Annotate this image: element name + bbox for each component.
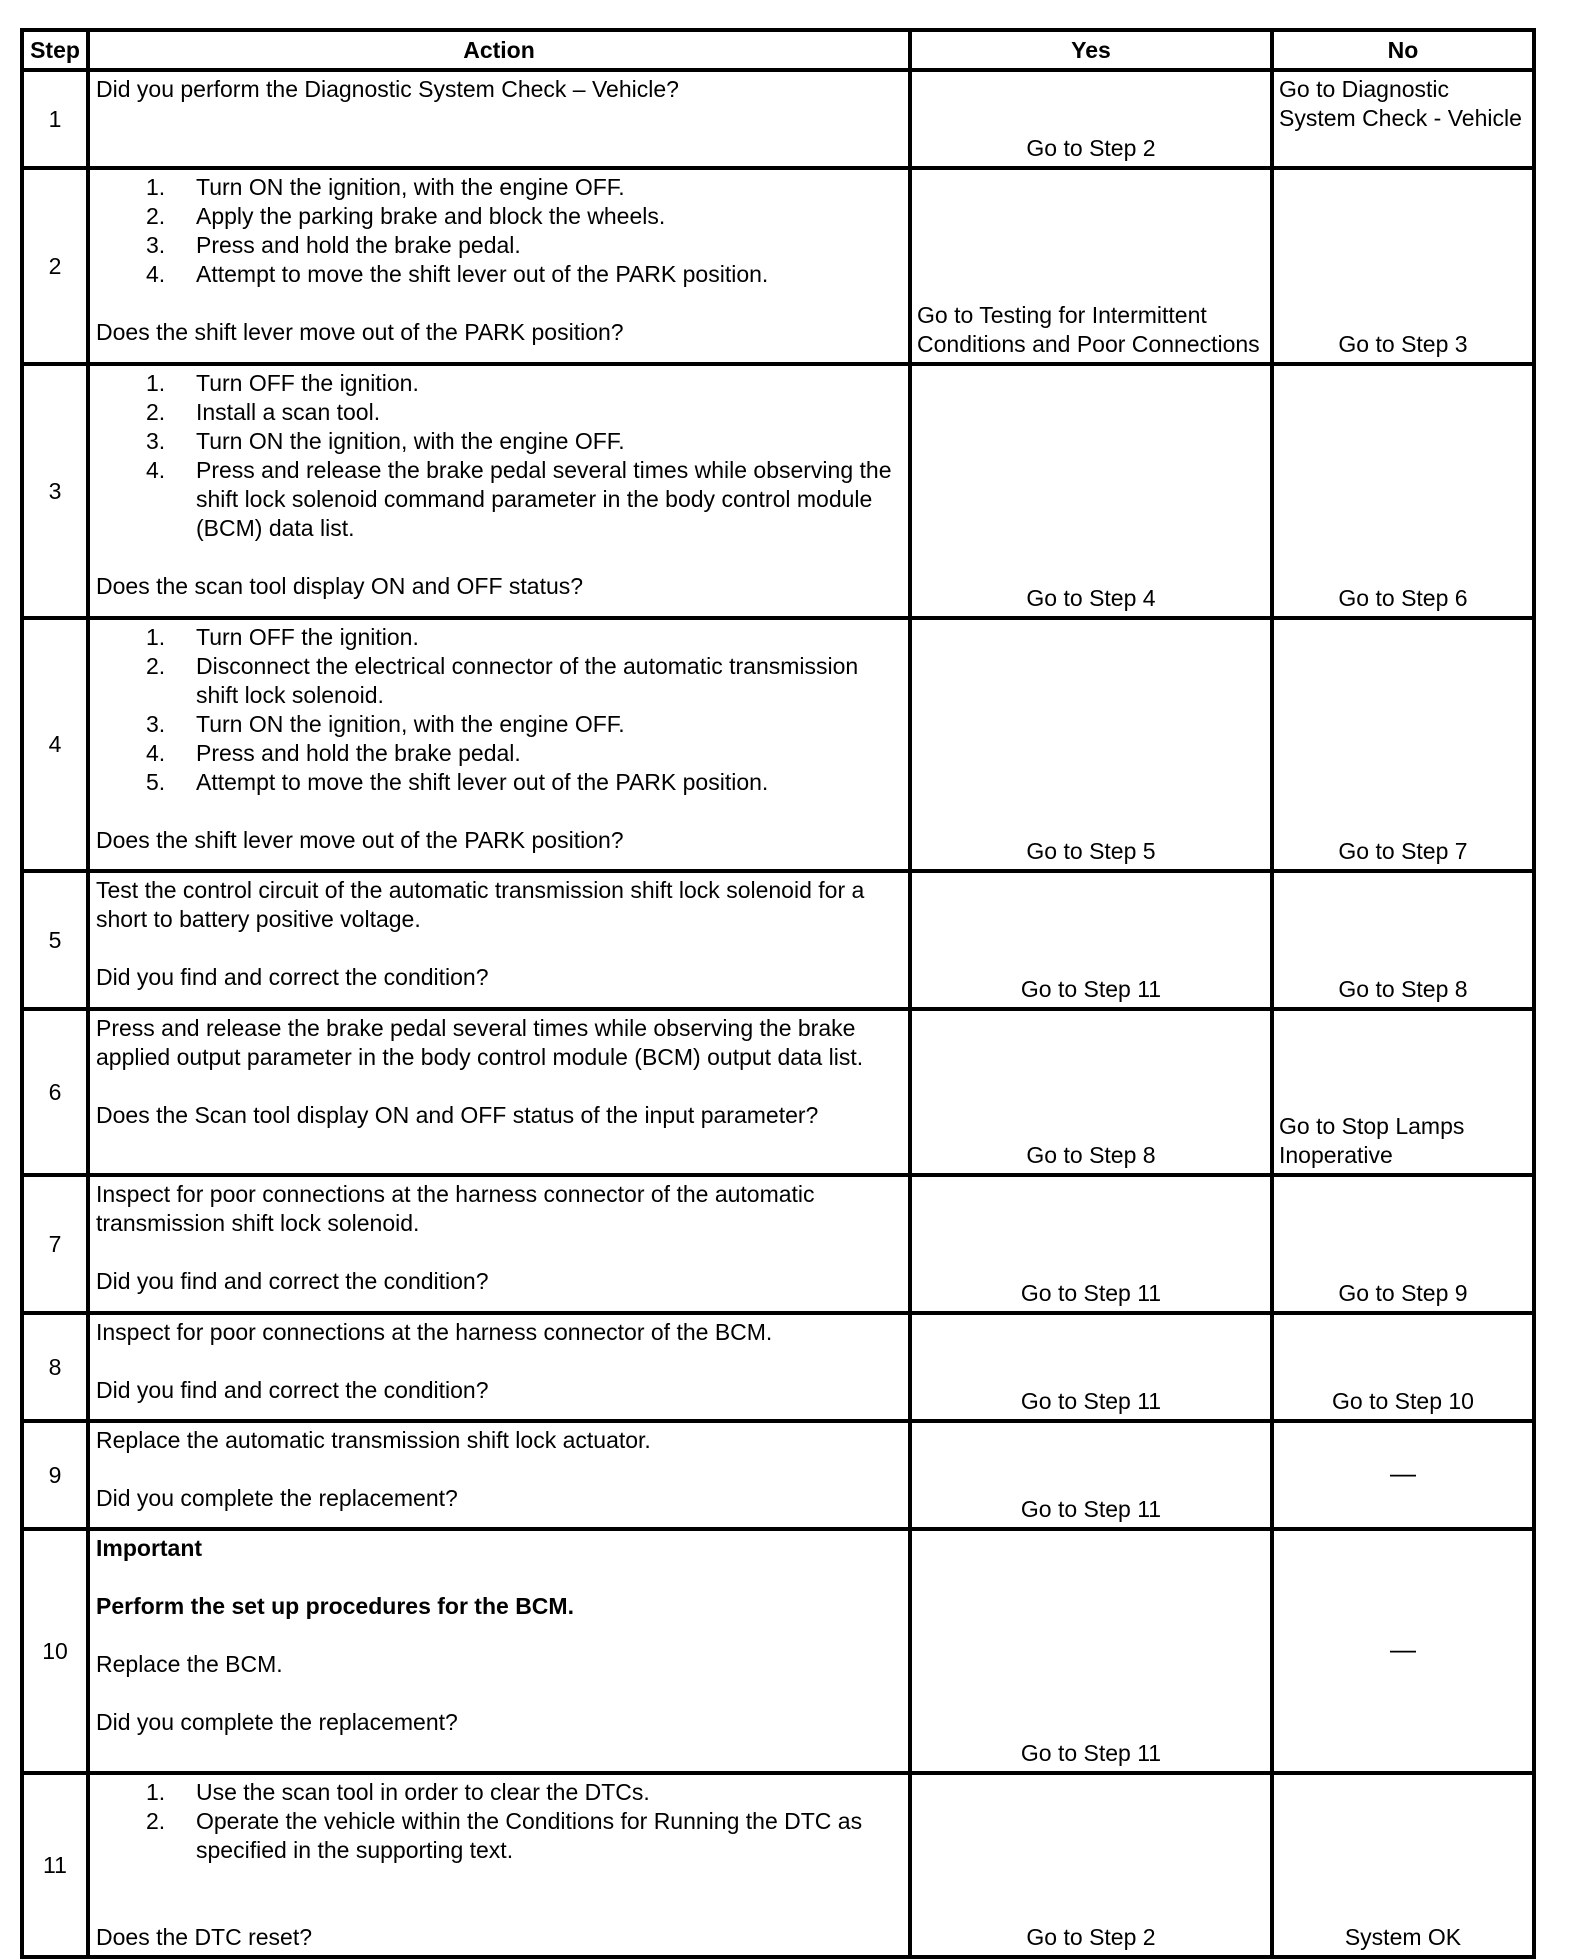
- diagnostic-table: [20, 28, 1536, 1959]
- list-item: 4. Press and release the brake pedal several times while observing the shift lock solenoid command parameter in the body control module (BCM) data list.: [146, 457, 892, 541]
- list-item: 4. Attempt to move the shift lever out of the PARK position.: [146, 261, 769, 287]
- step-number: 5: [22, 871, 88, 1009]
- step-number: 8: [22, 1313, 88, 1421]
- step-number: 10: [22, 1529, 88, 1773]
- step-number: 4: [22, 618, 88, 871]
- action-instruction: Inspect for poor connections at the harness connector of the BCM.: [96, 1319, 773, 1345]
- step-number: 7: [22, 1175, 88, 1313]
- action-question: Does the DTC reset?: [96, 1924, 313, 1950]
- step-number: 3: [22, 364, 88, 618]
- table-row-step-1: [22, 70, 1534, 168]
- action-question: Did you complete the replacement?: [96, 1485, 458, 1511]
- table-row-step-10: [22, 1529, 1534, 1773]
- action-steps-list: [96, 623, 903, 797]
- list-item: 2. Operate the vehicle within the Conditions for Running the DTC as specified in the supporting text.: [146, 1808, 863, 1863]
- table-row-step-9: [22, 1421, 1534, 1529]
- no-result: —: [1272, 1529, 1534, 1773]
- action-cell: [88, 1009, 910, 1175]
- action-steps-list: [96, 369, 903, 543]
- header-row: [22, 30, 1534, 70]
- action-instruction: Test the control circuit of the automatic transmission shift lock solenoid for a short to battery positive voltage.: [96, 877, 865, 932]
- no-result: Go to Step 3: [1272, 168, 1534, 364]
- yes-result: Go to Step 11: [910, 871, 1272, 1009]
- action-cell: [88, 1529, 910, 1773]
- header-no: No: [1272, 30, 1534, 70]
- action-instruction: Press and release the brake pedal several times while observing the brake applied output parameter in the body control module (BCM) output data list.: [96, 1015, 864, 1070]
- yes-result: Go to Step 11: [910, 1313, 1272, 1421]
- action-instruction: Inspect for poor connections at the harness connector of the automatic transmission shift lock solenoid.: [96, 1181, 815, 1236]
- important-note: Perform the set up procedures for the BCM.: [96, 1593, 574, 1619]
- action-instruction: Replace the BCM.: [96, 1651, 283, 1677]
- list-item: 1. Turn OFF the ignition.: [146, 624, 419, 650]
- list-item: 3. Turn ON the ignition, with the engine OFF.: [146, 428, 625, 454]
- no-result: —: [1272, 1421, 1534, 1529]
- action-question: Does the scan tool display ON and OFF status?: [96, 573, 584, 599]
- action-cell: [88, 70, 910, 168]
- action-cell: [88, 1421, 910, 1529]
- no-result: Go to Step 10: [1272, 1313, 1534, 1421]
- list-item: 3. Press and hold the brake pedal.: [146, 232, 521, 258]
- table-row-step-8: [22, 1313, 1534, 1421]
- no-result: Go to Step 9: [1272, 1175, 1534, 1313]
- yes-result: Go to Step 5: [910, 618, 1272, 871]
- action-instruction: Replace the automatic transmission shift lock actuator.: [96, 1427, 651, 1453]
- list-item: 1. Use the scan tool in order to clear the DTCs.: [146, 1779, 650, 1805]
- list-item: 3. Turn ON the ignition, with the engine OFF.: [146, 711, 625, 737]
- table-row-step-2: [22, 168, 1534, 364]
- no-result: Go to Step 7: [1272, 618, 1534, 871]
- action-cell: [88, 1175, 910, 1313]
- yes-result: Go to Step 11: [910, 1421, 1272, 1529]
- action-steps-list: [96, 1778, 903, 1865]
- action-steps-list: [96, 173, 903, 289]
- table-row-step-5: [22, 871, 1534, 1009]
- step-number: 6: [22, 1009, 88, 1175]
- yes-result: Go to Step 11: [910, 1175, 1272, 1313]
- diagnostic-table-sheet: [20, 28, 1536, 1959]
- table-row-step-7: [22, 1175, 1534, 1313]
- list-item: 2. Install a scan tool.: [146, 399, 381, 425]
- action-cell: [88, 364, 910, 618]
- action-cell: [88, 871, 910, 1009]
- step-number: 11: [22, 1773, 88, 1957]
- list-item: 2. Apply the parking brake and block the wheels.: [146, 203, 666, 229]
- no-result: Go to Diagnostic System Check - Vehicle: [1272, 70, 1534, 168]
- yes-result: Go to Step 11: [910, 1529, 1272, 1773]
- yes-result: Go to Step 2: [910, 70, 1272, 168]
- list-item: 4. Press and hold the brake pedal.: [146, 740, 521, 766]
- list-item: 5. Attempt to move the shift lever out of the PARK position.: [146, 769, 769, 795]
- table-row-step-3: [22, 364, 1534, 618]
- no-result: Go to Stop Lamps Inoperative: [1272, 1009, 1534, 1175]
- yes-result: Go to Testing for Intermittent Conditions and Poor Connections: [910, 168, 1272, 364]
- step-number: 9: [22, 1421, 88, 1529]
- action-question: Does the shift lever move out of the PARK position?: [96, 827, 624, 853]
- step-number: 2: [22, 168, 88, 364]
- action-question: Did you perform the Diagnostic System Check – Vehicle?: [96, 76, 679, 102]
- list-item: 2. Disconnect the electrical connector of the automatic transmission shift lock solenoid.: [146, 653, 859, 708]
- action-cell: [88, 1313, 910, 1421]
- list-item: 1. Turn ON the ignition, with the engine OFF.: [146, 174, 625, 200]
- action-cell: [88, 618, 910, 871]
- no-result: Go to Step 6: [1272, 364, 1534, 618]
- no-result: Go to Step 8: [1272, 871, 1534, 1009]
- important-label: Important: [96, 1535, 203, 1561]
- action-cell: [88, 1773, 910, 1957]
- action-cell: [88, 168, 910, 364]
- action-question: Did you find and correct the condition?: [96, 1377, 489, 1403]
- action-question: Did you find and correct the condition?: [96, 1268, 489, 1294]
- yes-result: Go to Step 2: [910, 1773, 1272, 1957]
- action-question: Did you complete the replacement?: [96, 1709, 458, 1735]
- yes-result: Go to Step 4: [910, 364, 1272, 618]
- step-number: 1: [22, 70, 88, 168]
- table-row-step-6: [22, 1009, 1534, 1175]
- table-row-step-11: [22, 1773, 1534, 1957]
- action-question: Does the Scan tool display ON and OFF status of the input parameter?: [96, 1102, 819, 1128]
- action-question: Did you find and correct the condition?: [96, 964, 489, 990]
- header-action: Action: [88, 30, 910, 70]
- header-yes: Yes: [910, 30, 1272, 70]
- list-item: 1. Turn OFF the ignition.: [146, 370, 419, 396]
- no-result: System OK: [1272, 1773, 1534, 1957]
- header-step: Step: [22, 30, 88, 70]
- action-question: Does the shift lever move out of the PARK position?: [96, 319, 624, 345]
- yes-result: Go to Step 8: [910, 1009, 1272, 1175]
- table-row-step-4: [22, 618, 1534, 871]
